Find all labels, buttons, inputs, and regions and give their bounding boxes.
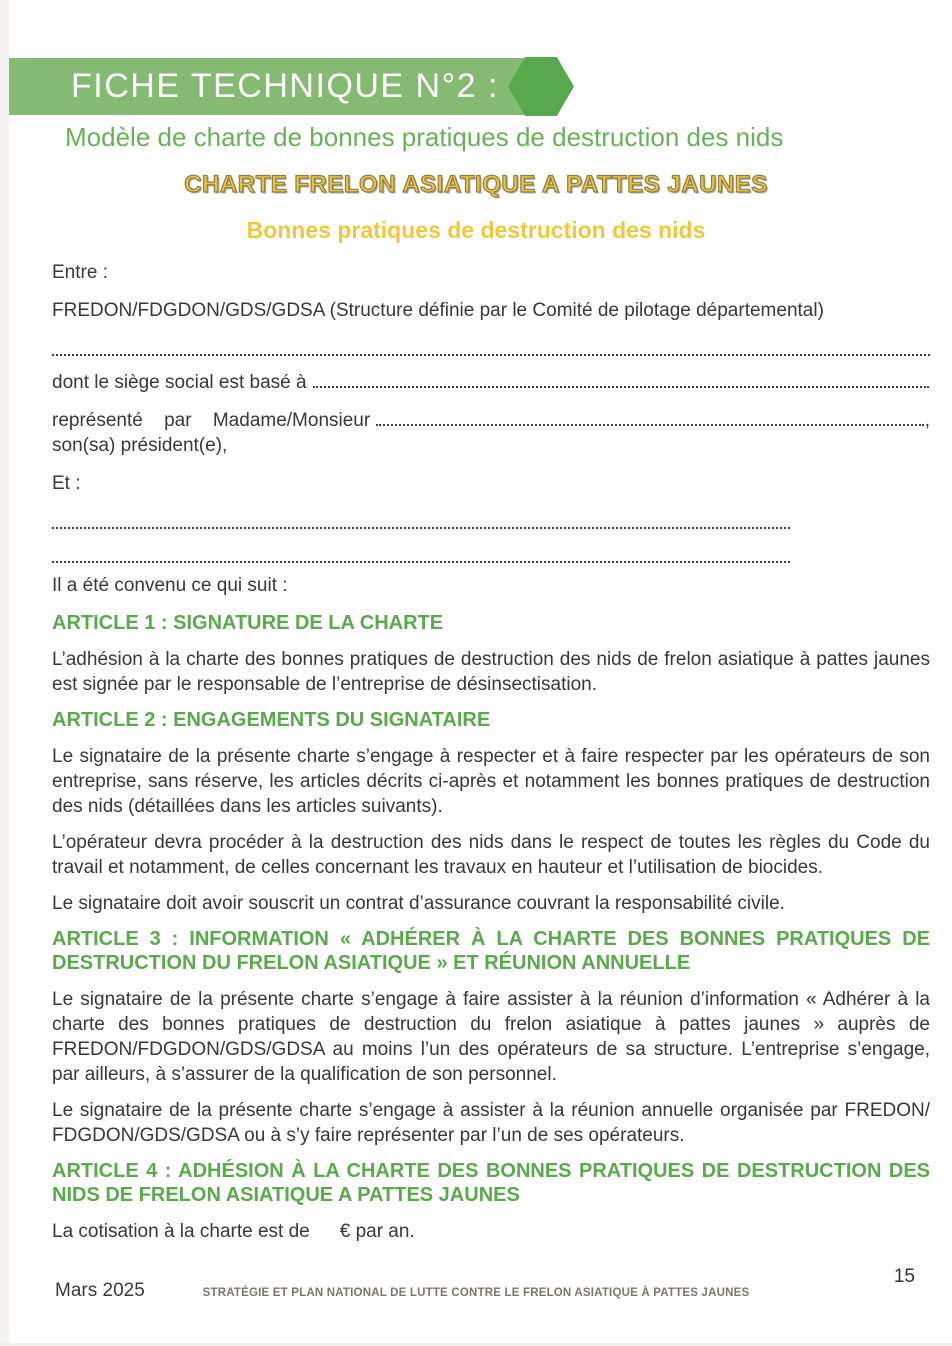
entre-label: Entre : [52, 262, 108, 283]
page-left-edge [0, 0, 9, 1346]
footer-page-number: 15 [893, 1266, 915, 1287]
article-3-paragraph-1: Le signataire de la présente charte s’engage à faire assister à la réunion d’information « Adhérer à la charte des bonnes pratiques de destruction du frelon asiatique à pattes jaunes » auprès de FREDON/FDGDON/GDS/GDSA au moins l’un des opérateurs de sa structure. L’entreprise s’engage, par ailleurs, à s’assurer de la qualification de son personnel. [52, 989, 930, 1085]
blank-field-leader-siege [313, 370, 929, 388]
article-3-heading: ARTICLE 3 : INFORMATION « ADHÉRER À LA CHARTE DES BONNES PRATIQUES DE DESTRUCTION DU FRELON ASIATIQUE » ET RÉUNION ANNUELLE [52, 928, 930, 974]
president-line: son(sa) président(e), [52, 435, 228, 456]
et-label: Et : [52, 473, 81, 494]
article-3-paragraph-2: Le signataire de la présente charte s’engage à assister à la réunion annuelle organisée par FREDON/ FDGDON/GDS/GDSA ou à s’y faire représenter par l’un de ses opérateurs. [52, 1100, 930, 1146]
footer-doc-title: STRATÉGIE ET PLAN NATIONAL DE LUTTE CONTRE LE FRELON ASIATIQUE À PATTES JAUNES [202, 1287, 750, 1299]
article-2-paragraph-1: Le signataire de la présente charte s’engage à respecter et à faire respecter par les opérateurs de son entreprise, sans réserve, les articles décrits ci-après et notamment les bonnes pratiques de destruction des nids (détaillées dans les articles suivants). [52, 746, 930, 817]
blank-field-line-1 [52, 509, 790, 529]
charter-title: CHARTE FRELON ASIATIQUE A PATTES JAUNES [184, 171, 768, 198]
article-4-heading: ARTICLE 4 : ADHÉSION À LA CHARTE DES BONNES PRATIQUES DE DESTRUCTION DES NIDS DE FRELON ASIATIQUE A PATTES JAUNES [52, 1160, 930, 1206]
siege-social-row [52, 370, 930, 395]
blank-field-leader-represente [376, 408, 924, 426]
article-1-paragraph: L’adhésion à la charte des bonnes pratiques de destruction des nids de frelon asiatique à pattes jaunes est signée par le responsable de l’entreprise de désinsectisation. [52, 649, 930, 695]
structure-line: FREDON/FDGDON/GDS/GDSA (Structure définie par le Comité de pilotage départemental) [52, 300, 824, 321]
footer-date: Mars 2025 [55, 1280, 145, 1301]
document-body [52, 260, 930, 1244]
fiche-technique-banner [9, 58, 556, 115]
article-2-heading: ARTICLE 2 : ENGAGEMENTS DU SIGNATAIRE [52, 709, 491, 731]
represente-row [52, 408, 930, 433]
fiche-subtitle: Modèle de charte de bonnes pratiques de destruction des nids [65, 122, 784, 152]
blank-field-line-structure [52, 336, 930, 356]
represente-label: représenté par Madame/Monsieur [52, 410, 371, 431]
cotisation-prefix: La cotisation à la charte est de [52, 1221, 310, 1242]
blank-field-line-2 [52, 543, 790, 563]
article-1-heading: ARTICLE 1 : SIGNATURE DE LA CHARTE [52, 612, 444, 634]
cotisation-line [52, 1219, 930, 1244]
fiche-technique-title: FICHE TECHNIQUE N°2 : [71, 67, 499, 105]
siege-social-label: dont le siège social est basé à [52, 372, 307, 393]
charter-subtitle: Bonnes pratiques de destruction des nids [246, 217, 706, 243]
represente-comma: , [924, 410, 930, 431]
convenu-line: Il a été convenu ce qui suit : [52, 575, 288, 596]
cotisation-suffix: € par an. [339, 1221, 415, 1242]
article-2-paragraph-2: L’opérateur devra procéder à la destruction des nids dans le respect de toutes les règles du Code du travail et notamment, de celles concernant les travaux en hauteur et l’utilisation de biocides. [52, 832, 930, 878]
article-2-paragraph-3: Le signataire doit avoir souscrit un contrat d’assurance couvrant la responsabilité civile. [52, 893, 785, 914]
